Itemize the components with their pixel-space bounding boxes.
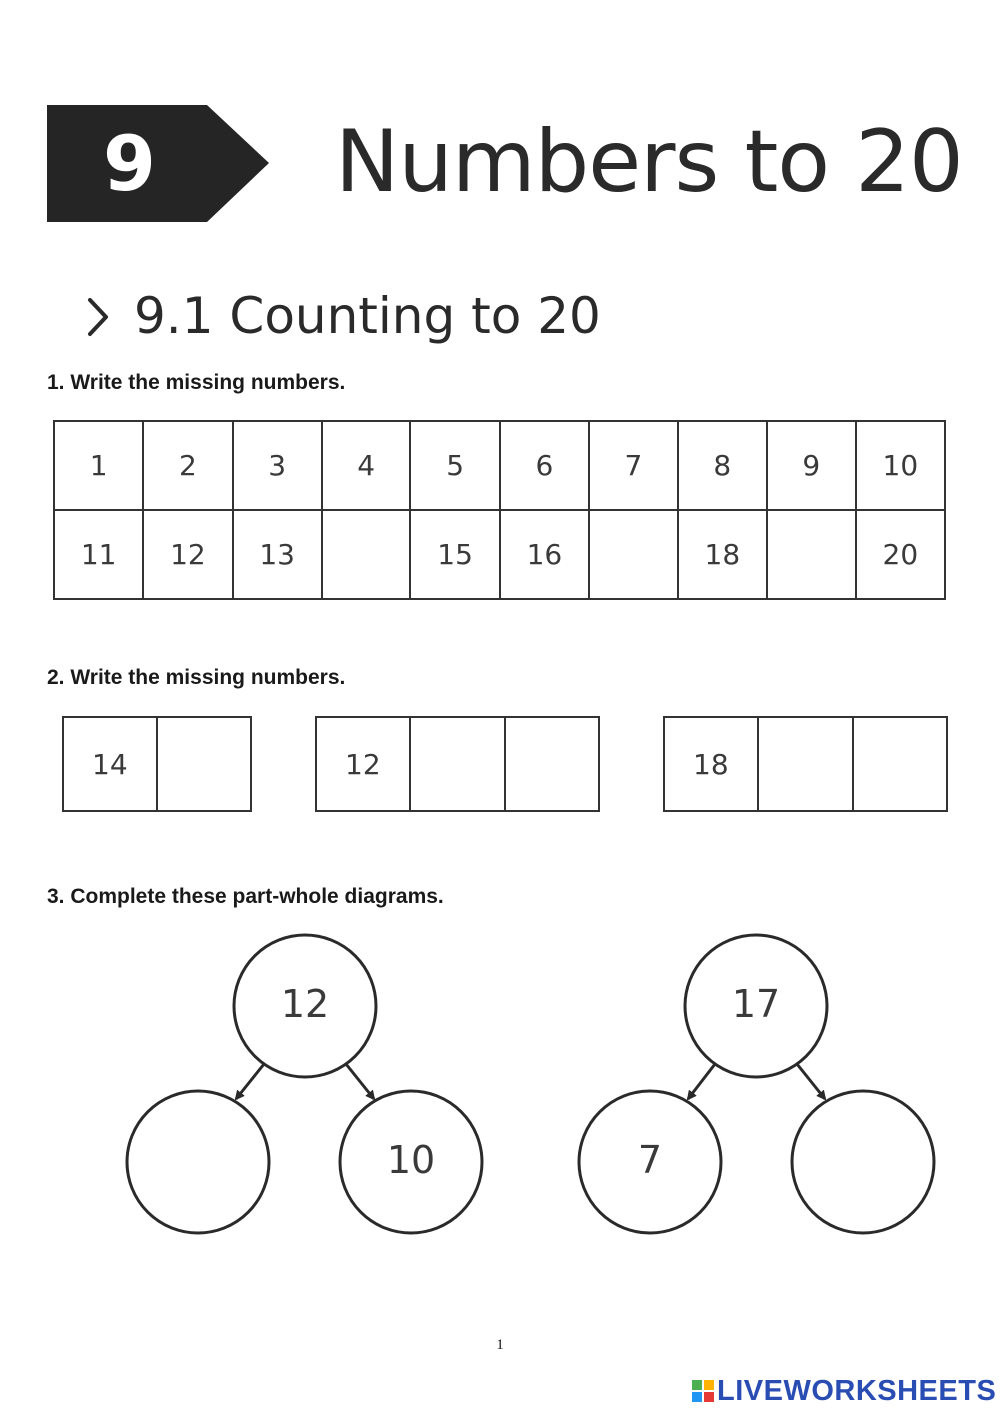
number-cell: 4	[322, 421, 411, 510]
liveworksheets-brand[interactable]	[692, 1374, 996, 1408]
answer-cell[interactable]	[505, 717, 599, 811]
part-circle[interactable]	[127, 1091, 269, 1233]
answer-cell[interactable]	[767, 510, 856, 599]
part-value: 7	[637, 1138, 663, 1182]
brand-name: LIVEWORKSHEETS	[717, 1374, 997, 1407]
part-value: 10	[386, 1138, 436, 1182]
question-1-prompt: 1. Write the missing numbers.	[47, 371, 346, 394]
sequence-start-cell: 18	[664, 717, 758, 811]
part-whole-diagram	[579, 935, 934, 1233]
number-cell: 15	[410, 510, 499, 599]
number-cell: 2	[143, 421, 232, 510]
answer-cell[interactable]	[410, 717, 504, 811]
liveworksheets-logo-icon	[692, 1380, 714, 1402]
number-sequence-boxes	[62, 716, 252, 812]
number-cell: 11	[54, 510, 143, 599]
question-3-prompt: 3. Complete these part-whole diagrams.	[47, 885, 444, 908]
chevron-right-icon	[86, 296, 110, 338]
arrow-line	[236, 1064, 264, 1099]
page-number: 1	[496, 1337, 504, 1353]
answer-cell[interactable]	[157, 717, 251, 811]
chapter-number: 9	[103, 119, 156, 208]
number-cell: 18	[678, 510, 767, 599]
number-cell: 10	[856, 421, 945, 510]
answer-cell[interactable]	[758, 717, 852, 811]
number-cell: 8	[678, 421, 767, 510]
arrow-line	[797, 1064, 825, 1099]
number-cell: 13	[233, 510, 322, 599]
number-cell: 5	[410, 421, 499, 510]
arrow-line	[346, 1064, 374, 1099]
number-cell: 6	[500, 421, 589, 510]
arrow-line	[688, 1064, 715, 1099]
whole-value: 12	[280, 982, 330, 1026]
part-whole-diagram	[127, 935, 482, 1233]
number-cell: 16	[500, 510, 589, 599]
number-grid	[53, 420, 946, 600]
number-cell: 3	[233, 421, 322, 510]
section-title: 9.1 Counting to 20	[134, 287, 601, 345]
number-grid-row	[54, 421, 945, 510]
part-whole-diagrams	[0, 920, 1000, 1250]
number-cell: 9	[767, 421, 856, 510]
sequence-start-cell: 12	[316, 717, 410, 811]
number-cell: 20	[856, 510, 945, 599]
sequence-start-cell: 14	[63, 717, 157, 811]
part-circle[interactable]	[792, 1091, 934, 1233]
whole-value: 17	[731, 982, 781, 1026]
answer-cell[interactable]	[322, 510, 411, 599]
question-2-prompt: 2. Write the missing numbers.	[47, 666, 346, 689]
chapter-title: Numbers to 20	[335, 112, 963, 212]
number-sequence-boxes	[315, 716, 600, 812]
number-cell: 12	[143, 510, 232, 599]
number-sequence-boxes	[663, 716, 948, 812]
answer-cell[interactable]	[589, 510, 678, 599]
number-grid-row	[54, 510, 945, 599]
answer-cell[interactable]	[853, 717, 947, 811]
number-cell: 7	[589, 421, 678, 510]
number-cell: 1	[54, 421, 143, 510]
